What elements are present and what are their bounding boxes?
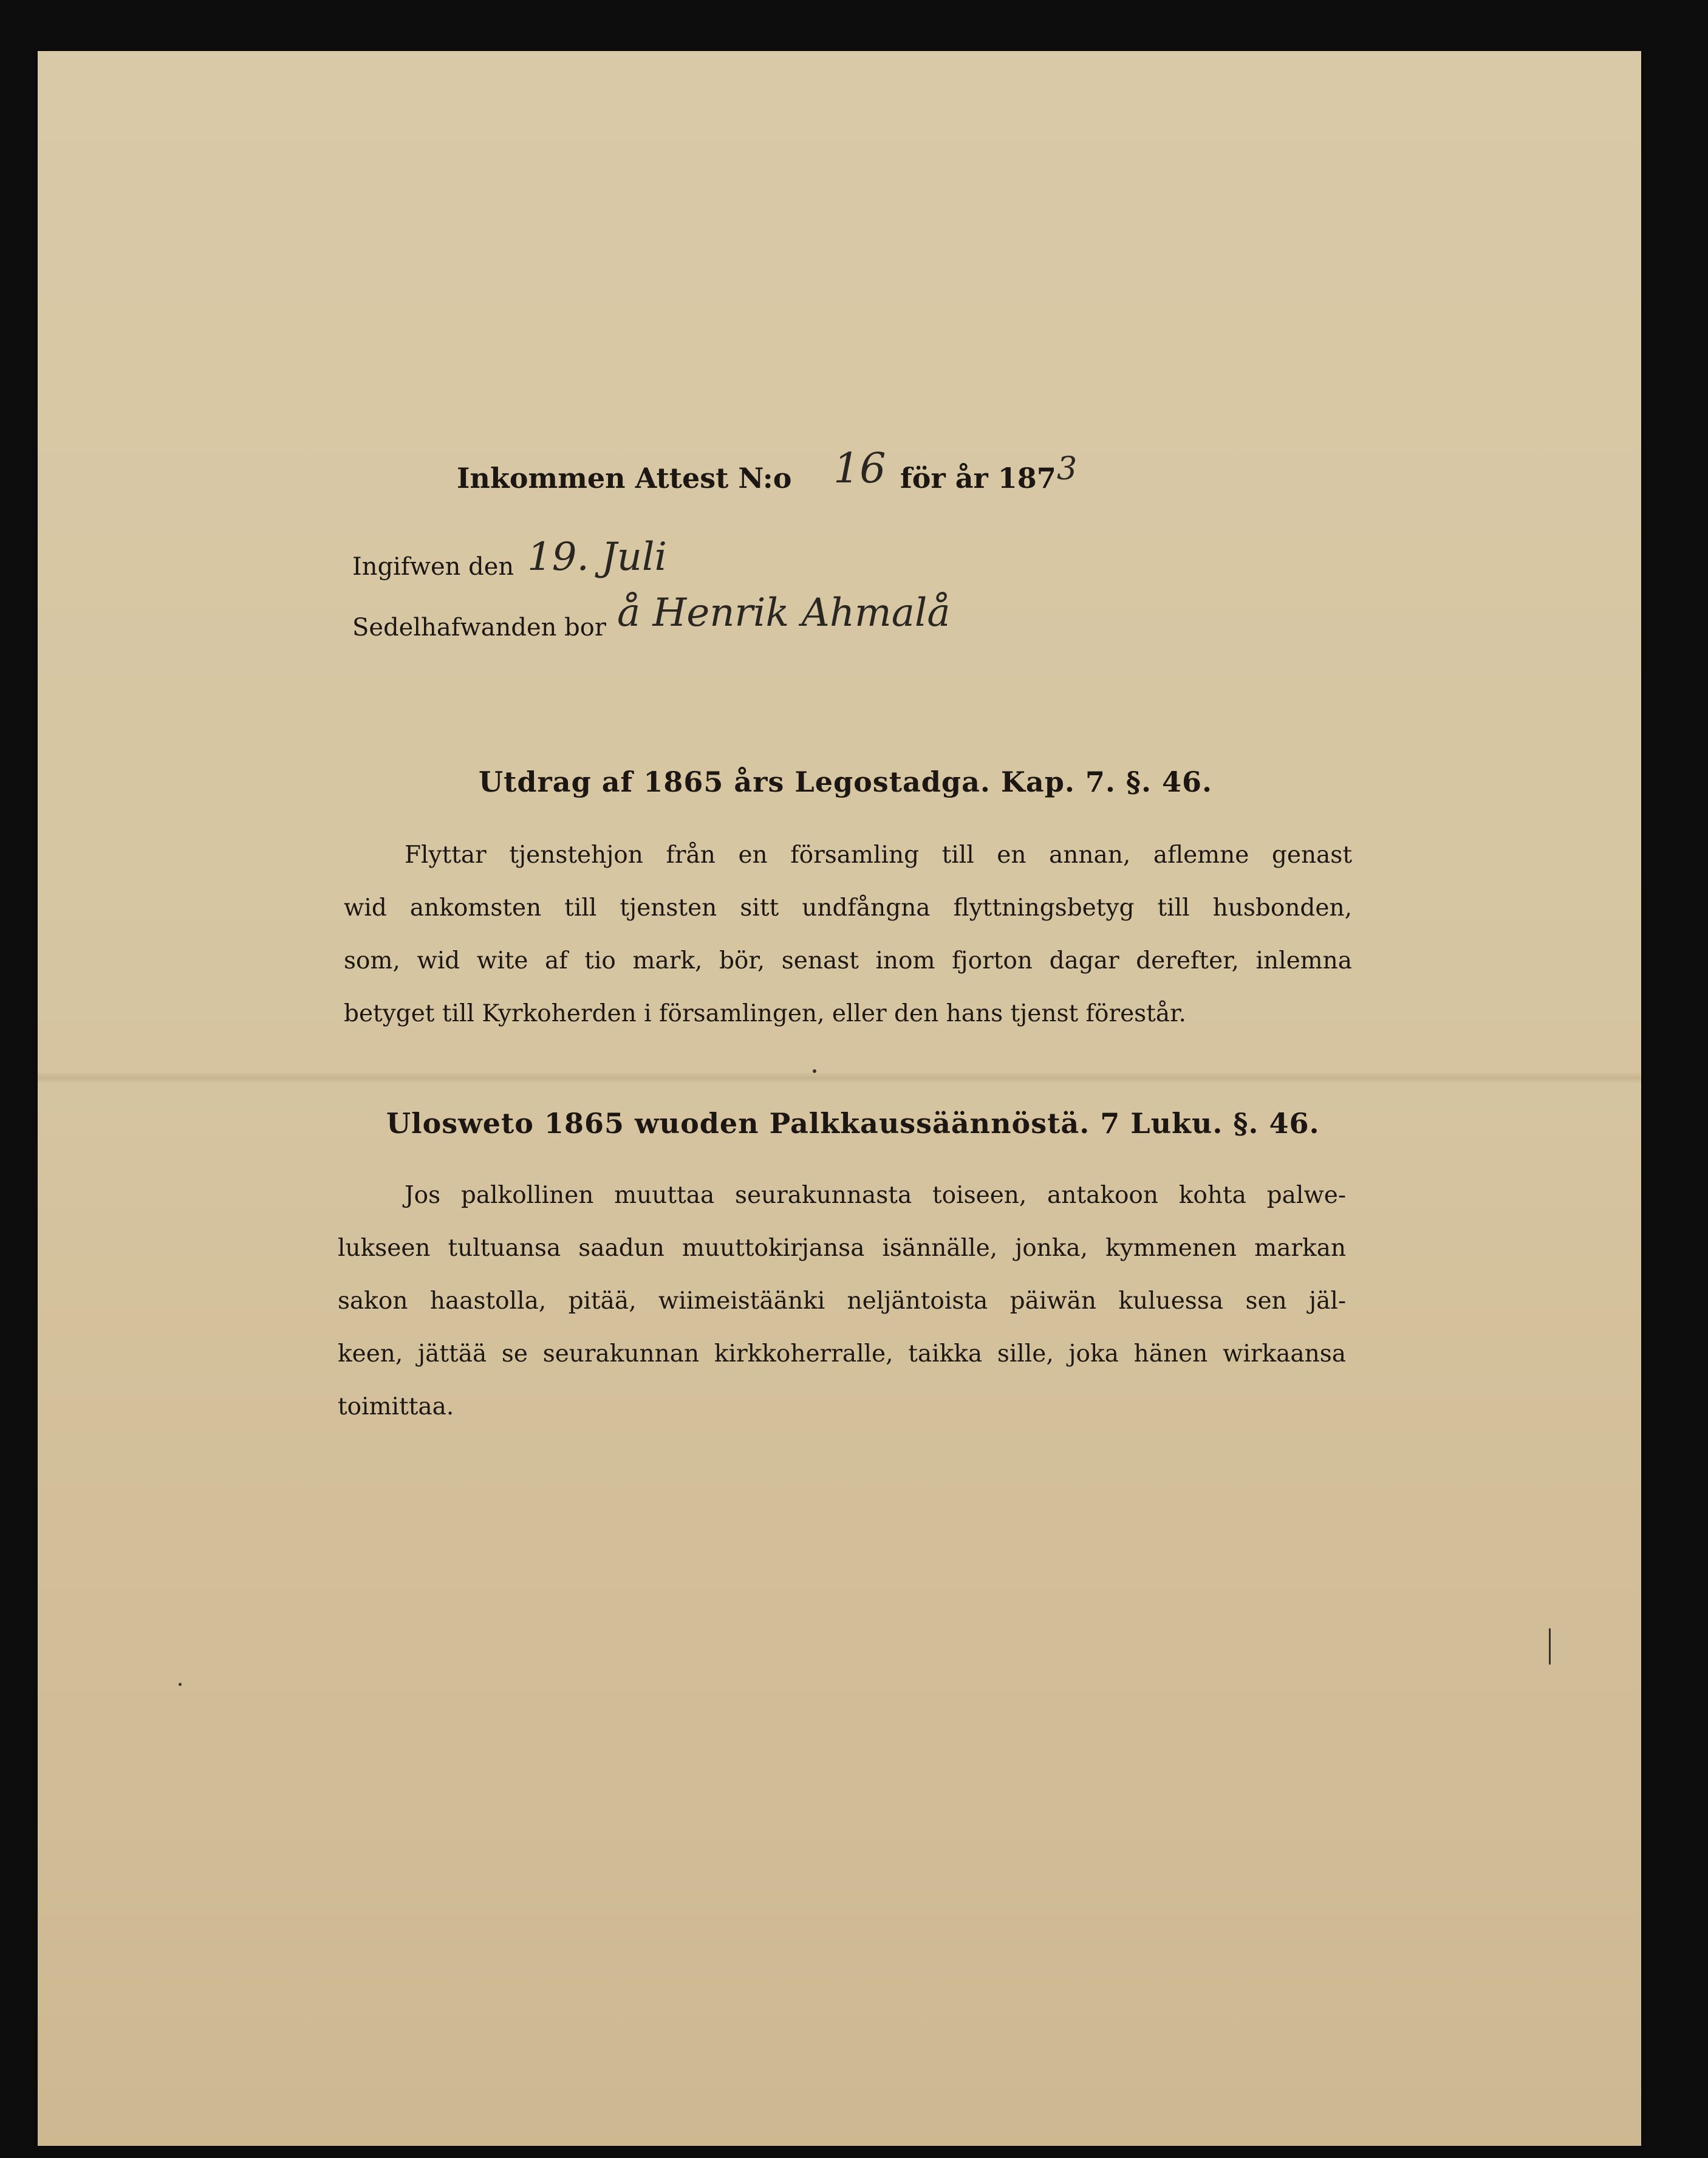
attest-title-prefix: Inkommen Attest N:o [457, 462, 792, 495]
attest-year-suffix-handwritten: 3 [1057, 451, 1078, 487]
sedelhafwanden-residence-handwritten: å Henrik Ahmalå [617, 591, 951, 635]
swedish-line-4: betyget till Kyrkoherden i församlingen, eller den hans tjenst förestår. [344, 1000, 1186, 1027]
paper-speck [179, 1683, 182, 1686]
swedish-section-heading: Utdrag af 1865 års Legostadga. Kap. 7. §. 46. [479, 766, 1213, 798]
paper-fold [38, 1072, 1641, 1084]
swedish-line-3: som, wid wite af tio mark, bör, senast inom fjorton dagar derefter, inlemna [344, 947, 1352, 975]
attest-number-handwritten: 16 [833, 445, 886, 493]
finnish-line-1: Jos palkollinen muuttaa seurakunnasta toiseen, antakoon kohta palwe- [405, 1182, 1346, 1209]
finnish-paragraph [338, 1169, 1346, 1433]
finnish-line-4: keen, jättää se seurakunnan kirkkoherralle, taikka sille, joka hänen wirkaansa [338, 1340, 1346, 1368]
swedish-line-2: wid ankomsten till tjensten sitt undfångna flyttningsbetyg till husbonden, [344, 894, 1352, 922]
finnish-line-2: lukseen tultuansa saadun muuttokirjansa isännälle, jonka, kymmenen markan [338, 1235, 1346, 1262]
ingifwen-date-handwritten: 19. Juli [527, 535, 667, 580]
paper-mark [1549, 1628, 1551, 1665]
document-sheet [38, 51, 1641, 2146]
ingifwen-label: Ingifwen den [352, 553, 514, 581]
separator-mark [813, 1069, 816, 1073]
sedelhafwanden-label: Sedelhafwanden bor [352, 614, 606, 642]
swedish-paragraph [344, 829, 1352, 1040]
finnish-line-5: toimittaa. [338, 1393, 454, 1420]
swedish-line-1: Flyttar tjenstehjon från en församling till en annan, aflemne genast [405, 841, 1352, 869]
finnish-section-heading: Ulosweto 1865 wuoden Palkkaussäännöstä. 7 Luku. §. 46. [386, 1107, 1320, 1140]
attest-title-year: för år 187 [900, 462, 1056, 495]
finnish-line-3: sakon haastolla, pitää, wiimeistäänki neljäntoista päiwän kuluessa sen jäl- [338, 1287, 1346, 1315]
